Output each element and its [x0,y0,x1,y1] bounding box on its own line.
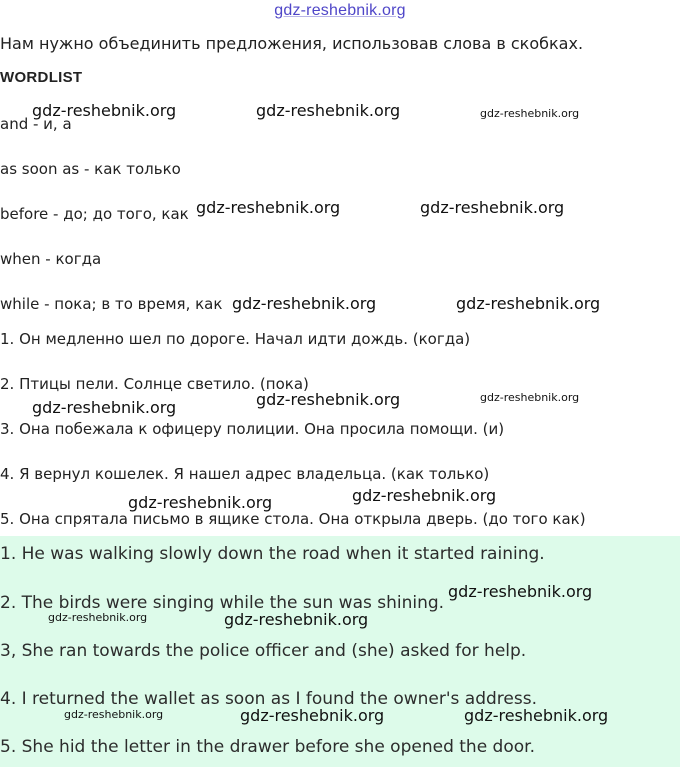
answer-sentence: 5. She hid the letter in the drawer before she opened the door. [0,737,535,757]
watermark: gdz-reshebnik.org [32,101,177,120]
watermark: gdz-reshebnik.org [32,398,177,417]
exercise-sentence: 4. Я вернул кошелек. Я нашел адрес владельца. (как только) [0,465,490,483]
watermark: gdz-reshebnik.org [256,390,401,409]
wordlist-item: and - и, а [0,115,72,133]
wordlist-item: as soon as - как только [0,160,181,178]
watermark: gdz-reshebnik.org [48,611,148,624]
answer-sentence: 4. I returned the wallet as soon as I found the owner's address. [0,689,537,709]
watermark: gdz-reshebnik.org [240,706,385,725]
watermark: gdz-reshebnik.org [480,107,580,120]
watermark: gdz-reshebnik.org [352,486,497,505]
answer-sentence: 1. He was walking slowly down the road when it started raining. [0,544,545,564]
watermark: gdz-reshebnik.org [456,294,601,313]
watermark: gdz-reshebnik.org [128,493,273,512]
wordlist-item: while - пока; в то время, как [0,295,223,313]
site-header-link[interactable]: gdz-reshebnik.org [274,2,406,19]
watermark: gdz-reshebnik.org [480,391,580,404]
wordlist-title: WORDLIST [0,69,83,86]
watermark: gdz-reshebnik.org [232,294,377,313]
watermark: gdz-reshebnik.org [196,198,341,217]
task-instructions: Нам нужно объединить предложения, использовав слова в скобках. [0,34,584,53]
exercise-sentence: 2. Птицы пели. Солнце светило. (пока) [0,375,309,393]
watermark: gdz-reshebnik.org [64,708,164,721]
watermark: gdz-reshebnik.org [224,610,369,629]
exercise-sentence: 3. Она побежала к офицеру полиции. Она просила помощи. (и) [0,420,505,438]
exercise-sentence: 1. Он медленно шел по дороге. Начал идти дождь. (когда) [0,330,471,348]
answer-sentence: 2. The birds were singing while the sun was shining. [0,593,445,613]
watermark: gdz-reshebnik.org [420,198,565,217]
wordlist-item: before - до; до того, как [0,205,189,223]
watermark: gdz-reshebnik.org [464,706,609,725]
exercise-sentence: 5. Она спрятала письмо в ящике стола. Она открыла дверь. (до того как) [0,510,586,528]
answer-sentence: 3, She ran towards the police officer and (she) asked for help. [0,641,527,661]
wordlist-item: when - когда [0,250,102,268]
watermark: gdz-reshebnik.org [448,582,593,601]
watermark: gdz-reshebnik.org [256,101,401,120]
